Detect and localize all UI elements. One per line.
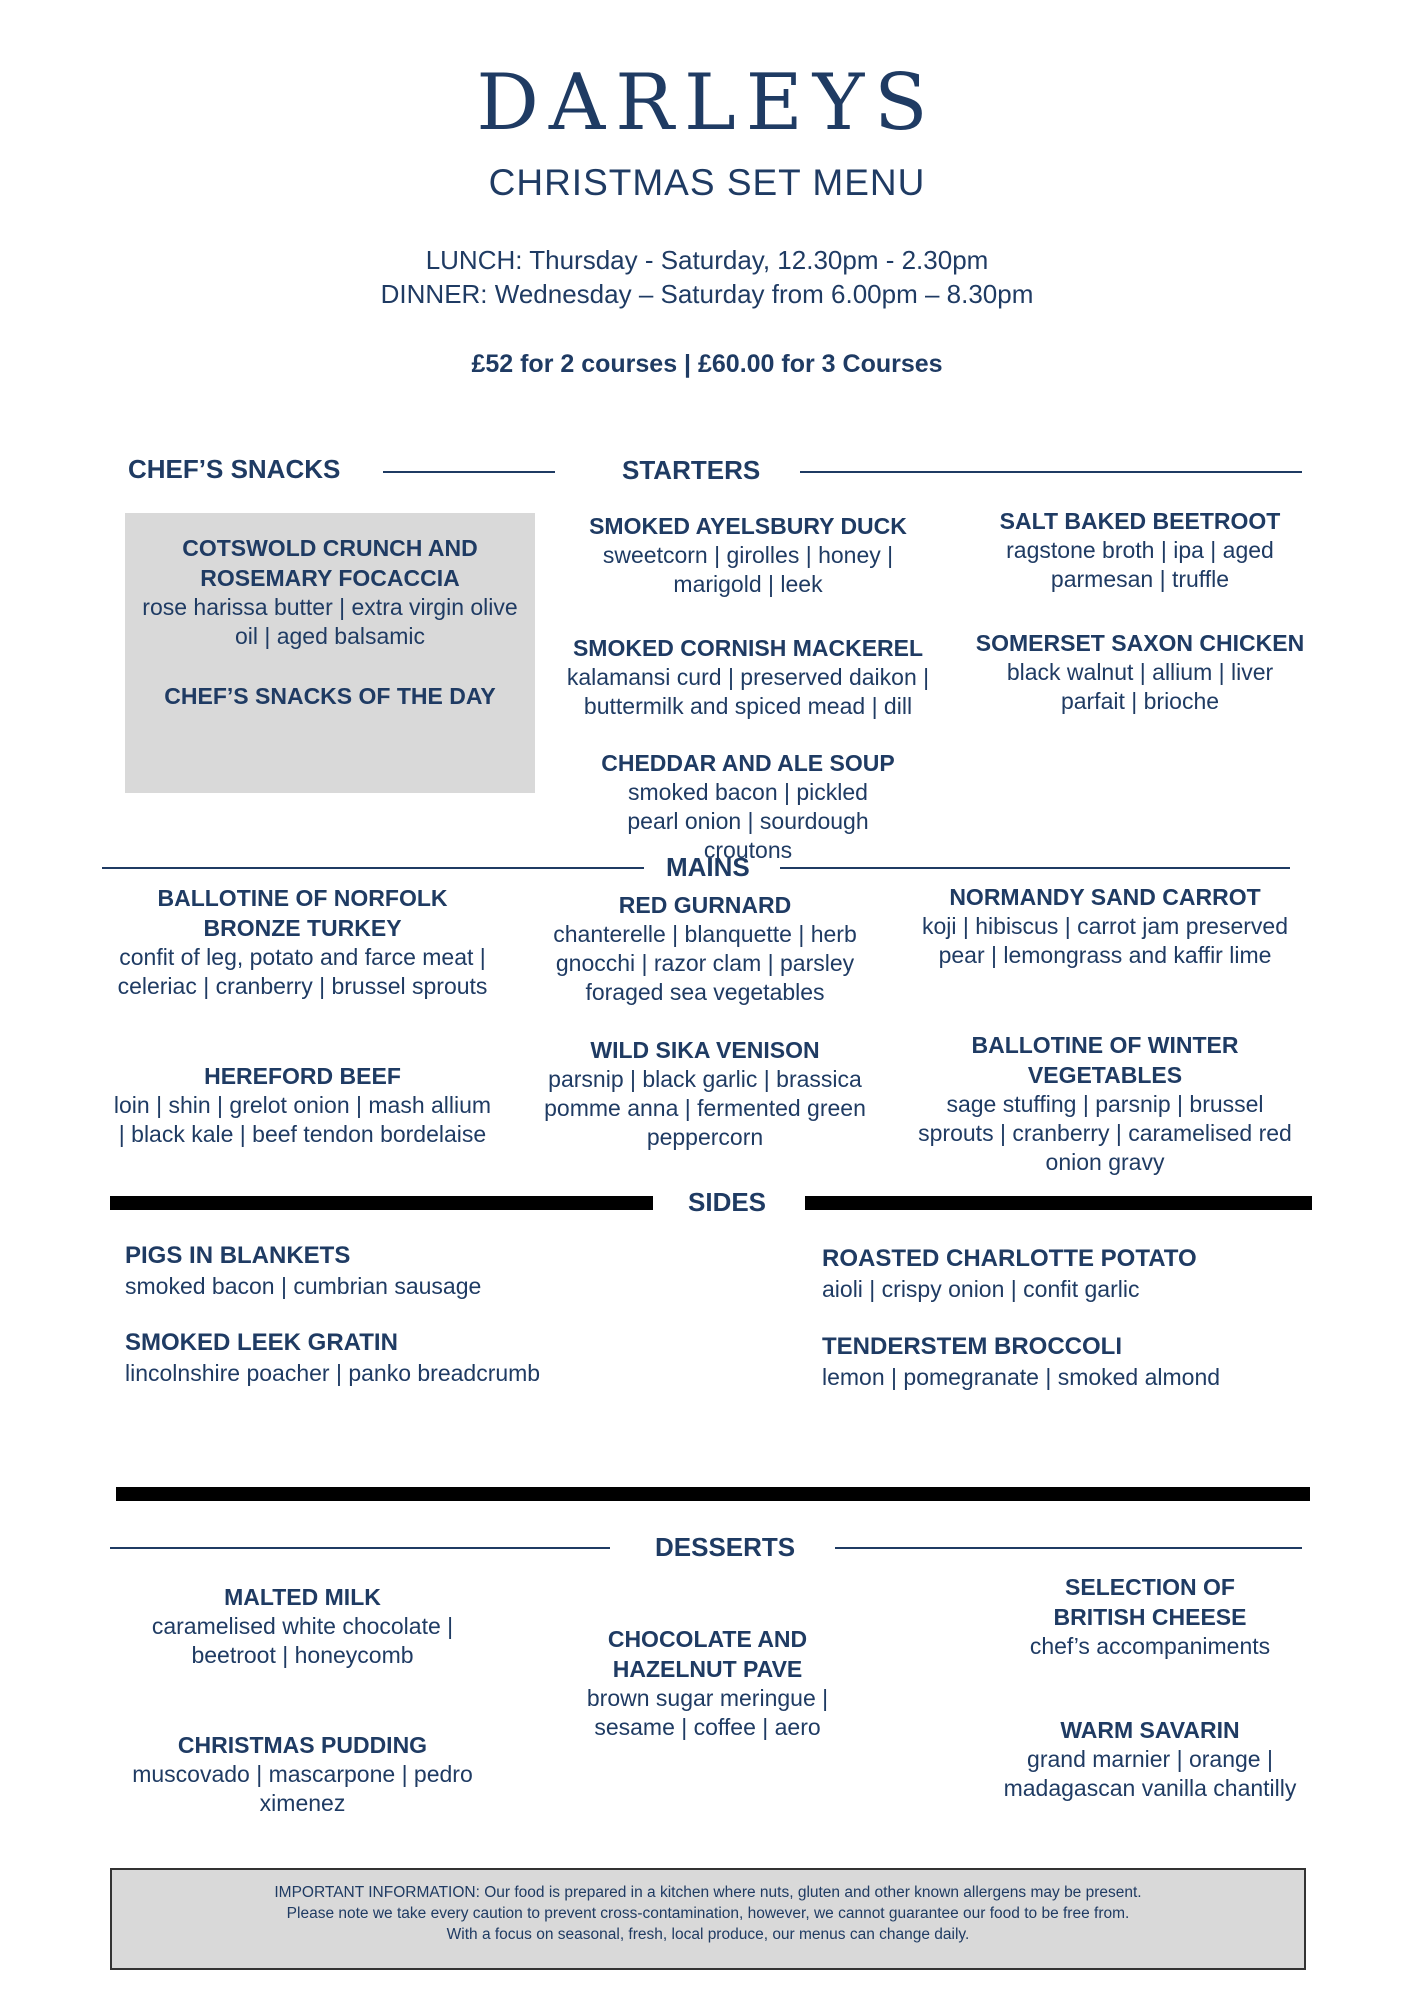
main-item: [915, 1030, 1295, 1177]
starter-desc: smoked bacon | pickled pearl onion | sourdough croutons: [627, 779, 869, 863]
mains-divider-right: [780, 867, 1290, 869]
dessert-desc: brown sugar meringue | sesame | coffee | aero: [586, 1685, 829, 1740]
snack-item: [135, 681, 525, 711]
starters-divider: [800, 471, 1302, 473]
snacks-divider: [383, 471, 555, 473]
starters-heading: STARTERS: [622, 455, 761, 485]
starter-item: [548, 748, 948, 865]
starter-title: SMOKED CORNISH MACKEREL: [572, 635, 924, 661]
dessert-item: [995, 1572, 1305, 1661]
starter-title: CHEDDAR AND ALE SOUP: [601, 750, 895, 776]
section-rule: [116, 1487, 1310, 1501]
main-title: BALLOTINE OF WINTER VEGETABLES: [971, 1032, 1239, 1088]
dessert-item: [555, 1624, 860, 1742]
dessert-title: CHOCOLATE AND HAZELNUT PAVE: [607, 1626, 808, 1682]
desserts-divider-right: [835, 1547, 1302, 1549]
main-title: BALLOTINE OF NORFOLK BRONZE TURKEY: [157, 885, 448, 941]
side-title: PIGS IN BLANKETS: [125, 1242, 351, 1269]
dessert-desc: grand marnier | orange | madagascan vanilla chantilly: [1003, 1746, 1297, 1801]
side-item: [125, 1328, 685, 1388]
main-title: NORMANDY SAND CARROT: [949, 884, 1261, 910]
side-title: SMOKED LEEK GRATIN: [125, 1329, 398, 1356]
dessert-desc: caramelised white chocolate | beetroot | honeycomb: [151, 1613, 454, 1668]
lunch-hours: LUNCH: Thursday - Saturday, 12.30pm - 2.30pm: [425, 245, 989, 275]
desserts-divider-left: [110, 1547, 610, 1549]
main-desc: koji | hibiscus | carrot jam preserved pear | lemongrass and kaffir lime: [921, 913, 1289, 968]
menu-subtitle: CHRISTMAS SET MENU: [488, 162, 926, 203]
snacks-heading: CHEF’S SNACKS: [128, 454, 341, 484]
side-item: [125, 1241, 685, 1301]
dessert-item: [115, 1582, 490, 1670]
side-desc: aioli | crispy onion | confit garlic: [822, 1276, 1140, 1302]
starter-desc: black walnut | allium | liver parfait | brioche: [1006, 659, 1274, 714]
dessert-item: [975, 1715, 1325, 1803]
dessert-title: CHRISTMAS PUDDING: [177, 1732, 428, 1758]
price-line: £52 for 2 courses | £60.00 for 3 Courses: [471, 350, 943, 378]
main-title: HEREFORD BEEF: [204, 1063, 401, 1089]
mains-divider-left: [102, 867, 644, 869]
starter-item: [548, 633, 948, 721]
starter-desc: kalamansi curd | preserved daikon | buttermilk and spiced mead | dill: [566, 664, 930, 719]
side-title: ROASTED CHARLOTTE POTATO: [822, 1245, 1197, 1272]
starter-title: SALT BAKED BEETROOT: [999, 508, 1281, 534]
side-title: TENDERSTEM BROCCOLI: [822, 1333, 1122, 1360]
snack-title: COTSWOLD CRUNCH AND ROSEMARY FOCACCIA: [182, 535, 478, 591]
notice-line: IMPORTANT INFORMATION: Our food is prepared in a kitchen where nuts, gluten and other known allergens may be present.: [274, 1884, 1142, 1901]
snack-title: CHEF’S SNACKS OF THE DAY: [164, 683, 496, 709]
main-desc: sage stuffing | parsnip | brussel sprouts | cranberry | caramelised red onion gravy: [918, 1091, 1292, 1175]
side-desc: lemon | pomegranate | smoked almond: [822, 1364, 1221, 1390]
side-item: [822, 1332, 1302, 1392]
snack-item: [135, 533, 525, 651]
side-desc: lincolnshire poacher | panko breadcrumb: [125, 1360, 541, 1386]
main-title: WILD SIKA VENISON: [590, 1037, 820, 1063]
dessert-desc: chef’s accompaniments: [1029, 1633, 1271, 1659]
dessert-title: MALTED MILK: [224, 1584, 381, 1610]
starter-title: SOMERSET SAXON CHICKEN: [975, 630, 1305, 656]
starter-item: [548, 511, 948, 599]
starter-item: [950, 628, 1330, 716]
starter-item: [960, 506, 1320, 594]
snack-desc: rose harissa butter | extra virgin olive oil | aged balsamic: [142, 594, 518, 649]
main-title: RED GURNARD: [618, 892, 792, 918]
sides-heading: SIDES: [688, 1187, 767, 1217]
starter-title: SMOKED AYELSBURY DUCK: [589, 513, 907, 539]
sides-divider-left: [110, 1196, 653, 1210]
dessert-item: [105, 1730, 500, 1818]
main-desc: loin | shin | grelot onion | mash allium | black kale | beef tendon bordelaise: [113, 1092, 492, 1147]
starter-desc: sweetcorn | girolles | honey | marigold | leek: [602, 542, 894, 597]
starter-desc: ragstone broth | ipa | aged parmesan | truffle: [1006, 537, 1274, 592]
main-item: [915, 882, 1295, 970]
desserts-heading: DESSERTS: [655, 1532, 796, 1562]
dessert-desc: muscovado | mascarpone | pedro ximenez: [132, 1761, 473, 1816]
dessert-title: SELECTION OF BRITISH CHEESE: [1053, 1574, 1247, 1630]
mains-heading: MAINS: [666, 852, 750, 882]
main-desc: parsnip | black garlic | brassica pomme anna | fermented green peppercorn: [544, 1066, 866, 1150]
main-desc: chanterelle | blanquette | herb gnocchi | razor clam | parsley foraged sea vegetables: [553, 921, 857, 1005]
dessert-title: WARM SAVARIN: [1060, 1717, 1240, 1743]
sides-divider-right: [805, 1196, 1312, 1210]
main-item: [110, 1061, 495, 1149]
side-desc: smoked bacon | cumbrian sausage: [125, 1273, 482, 1299]
notice-line: Please note we take every caution to prevent cross-contamination, however, we cannot guarantee our food to be free from.: [286, 1905, 1130, 1922]
notice-line: With a focus on seasonal, fresh, local produce, our menus can change daily.: [446, 1926, 970, 1943]
main-item: [525, 1035, 885, 1152]
brand-logo: DARLEYS: [476, 58, 938, 148]
dinner-hours: DINNER: Wednesday – Saturday from 6.00pm – 8.30pm: [380, 279, 1034, 309]
main-item: [100, 883, 505, 1001]
main-desc: confit of leg, potato and farce meat | celeriac | cranberry | brussel sprouts: [117, 944, 488, 999]
allergen-notice: [110, 1868, 1306, 1970]
main-item: [530, 890, 880, 1007]
side-item: [822, 1244, 1302, 1304]
